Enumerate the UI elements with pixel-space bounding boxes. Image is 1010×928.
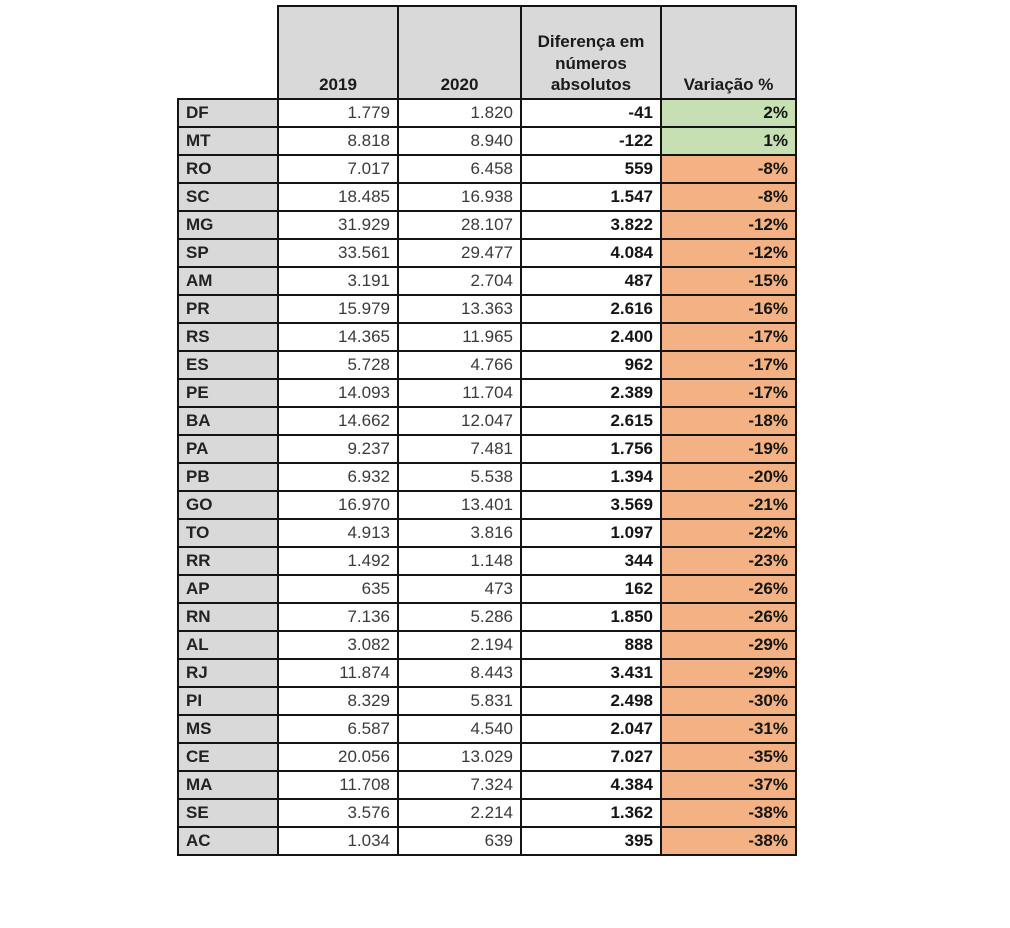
value-2020: 2.214 (398, 799, 521, 827)
table-row (178, 687, 796, 715)
table-row (178, 127, 796, 155)
table-row (178, 239, 796, 267)
state-label: RS (178, 323, 278, 351)
table-row (178, 295, 796, 323)
value-2019: 8.818 (278, 127, 398, 155)
value-variation: -35% (661, 743, 796, 771)
state-label: RJ (178, 659, 278, 687)
state-label: AP (178, 575, 278, 603)
value-2020: 2.194 (398, 631, 521, 659)
table-row (178, 827, 796, 855)
value-2019: 14.662 (278, 407, 398, 435)
state-label: PA (178, 435, 278, 463)
value-diff: 3.431 (521, 659, 661, 687)
value-diff: 559 (521, 155, 661, 183)
table-row (178, 575, 796, 603)
value-variation: -21% (661, 491, 796, 519)
value-diff: 344 (521, 547, 661, 575)
value-2019: 6.932 (278, 463, 398, 491)
value-diff: 487 (521, 267, 661, 295)
value-2020: 6.458 (398, 155, 521, 183)
state-label: SC (178, 183, 278, 211)
table-row (178, 211, 796, 239)
value-diff: 962 (521, 351, 661, 379)
value-2019: 15.979 (278, 295, 398, 323)
value-variation: -16% (661, 295, 796, 323)
value-2019: 18.485 (278, 183, 398, 211)
table-row (178, 799, 796, 827)
value-2019: 14.093 (278, 379, 398, 407)
value-2020: 1.820 (398, 99, 521, 127)
value-2019: 3.082 (278, 631, 398, 659)
table-row (178, 463, 796, 491)
state-label: DF (178, 99, 278, 127)
value-2020: 12.047 (398, 407, 521, 435)
value-2020: 1.148 (398, 547, 521, 575)
value-diff: 2.615 (521, 407, 661, 435)
value-2020: 3.816 (398, 519, 521, 547)
value-variation: 2% (661, 99, 796, 127)
header-row (178, 6, 796, 99)
value-diff: 4.384 (521, 771, 661, 799)
state-label: RR (178, 547, 278, 575)
state-label: GO (178, 491, 278, 519)
value-2019: 11.874 (278, 659, 398, 687)
column-header-2020: 2020 (398, 6, 521, 99)
value-diff: 888 (521, 631, 661, 659)
value-2019: 1.779 (278, 99, 398, 127)
value-variation: -38% (661, 799, 796, 827)
value-2020: 5.286 (398, 603, 521, 631)
value-variation: -18% (661, 407, 796, 435)
value-2020: 7.481 (398, 435, 521, 463)
value-diff: 2.047 (521, 715, 661, 743)
data-table (177, 5, 797, 856)
value-variation: -17% (661, 379, 796, 407)
table-row (178, 771, 796, 799)
value-2019: 5.728 (278, 351, 398, 379)
value-2020: 4.540 (398, 715, 521, 743)
value-variation: -8% (661, 155, 796, 183)
value-variation: -26% (661, 575, 796, 603)
table-row (178, 155, 796, 183)
value-variation: -12% (661, 211, 796, 239)
value-diff: -122 (521, 127, 661, 155)
value-2020: 16.938 (398, 183, 521, 211)
table-row (178, 407, 796, 435)
state-label: MG (178, 211, 278, 239)
state-label: MA (178, 771, 278, 799)
value-2019: 8.329 (278, 687, 398, 715)
state-label: AC (178, 827, 278, 855)
table-row (178, 603, 796, 631)
value-2019: 3.191 (278, 267, 398, 295)
value-2020: 2.704 (398, 267, 521, 295)
value-diff: 7.027 (521, 743, 661, 771)
state-label: PE (178, 379, 278, 407)
value-variation: -37% (661, 771, 796, 799)
table-row (178, 99, 796, 127)
value-2020: 11.965 (398, 323, 521, 351)
value-2020: 5.831 (398, 687, 521, 715)
value-variation: -31% (661, 715, 796, 743)
value-diff: 2.400 (521, 323, 661, 351)
value-2019: 16.970 (278, 491, 398, 519)
value-2019: 20.056 (278, 743, 398, 771)
value-2019: 14.365 (278, 323, 398, 351)
value-variation: -29% (661, 631, 796, 659)
value-2019: 7.136 (278, 603, 398, 631)
value-2020: 13.401 (398, 491, 521, 519)
value-2020: 13.363 (398, 295, 521, 323)
table-row (178, 743, 796, 771)
state-comparison-table (177, 5, 797, 856)
value-diff: 1.394 (521, 463, 661, 491)
value-variation: -20% (661, 463, 796, 491)
value-diff: 2.616 (521, 295, 661, 323)
value-variation: -15% (661, 267, 796, 295)
state-label: MT (178, 127, 278, 155)
value-diff: 395 (521, 827, 661, 855)
table-row (178, 323, 796, 351)
state-label: SE (178, 799, 278, 827)
value-2020: 473 (398, 575, 521, 603)
value-2019: 635 (278, 575, 398, 603)
table-body (178, 99, 796, 855)
state-label: AM (178, 267, 278, 295)
value-variation: -26% (661, 603, 796, 631)
state-label: CE (178, 743, 278, 771)
table-row (178, 715, 796, 743)
value-2019: 1.492 (278, 547, 398, 575)
value-2020: 29.477 (398, 239, 521, 267)
value-variation: -17% (661, 351, 796, 379)
column-header-2019: 2019 (278, 6, 398, 99)
table-row (178, 183, 796, 211)
table-row (178, 631, 796, 659)
value-variation: -30% (661, 687, 796, 715)
value-2020: 4.766 (398, 351, 521, 379)
value-diff: 1.097 (521, 519, 661, 547)
table-row (178, 491, 796, 519)
value-2019: 3.576 (278, 799, 398, 827)
column-header-diferenca-absolutos: Diferença em números absolutos (521, 6, 661, 99)
table-row (178, 435, 796, 463)
state-label: ES (178, 351, 278, 379)
value-diff: 3.569 (521, 491, 661, 519)
value-variation: 1% (661, 127, 796, 155)
state-label: PB (178, 463, 278, 491)
table-row (178, 519, 796, 547)
value-2019: 9.237 (278, 435, 398, 463)
value-variation: -38% (661, 827, 796, 855)
state-label: RN (178, 603, 278, 631)
table-row (178, 351, 796, 379)
value-variation: -12% (661, 239, 796, 267)
value-diff: 162 (521, 575, 661, 603)
value-diff: 3.822 (521, 211, 661, 239)
value-diff: 1.850 (521, 603, 661, 631)
value-variation: -17% (661, 323, 796, 351)
corner-cell (178, 6, 278, 99)
value-2020: 8.940 (398, 127, 521, 155)
value-2020: 7.324 (398, 771, 521, 799)
value-diff: 4.084 (521, 239, 661, 267)
value-2020: 11.704 (398, 379, 521, 407)
value-diff: 2.498 (521, 687, 661, 715)
state-label: TO (178, 519, 278, 547)
state-label: PI (178, 687, 278, 715)
value-2019: 31.929 (278, 211, 398, 239)
value-2019: 33.561 (278, 239, 398, 267)
value-2020: 28.107 (398, 211, 521, 239)
table-row (178, 547, 796, 575)
value-2020: 8.443 (398, 659, 521, 687)
table-row (178, 379, 796, 407)
value-2020: 13.029 (398, 743, 521, 771)
state-label: BA (178, 407, 278, 435)
table-row (178, 267, 796, 295)
state-label: SP (178, 239, 278, 267)
value-2019: 1.034 (278, 827, 398, 855)
table-row (178, 659, 796, 687)
value-diff: 1.362 (521, 799, 661, 827)
state-label: PR (178, 295, 278, 323)
state-label: MS (178, 715, 278, 743)
value-2019: 7.017 (278, 155, 398, 183)
value-diff: 2.389 (521, 379, 661, 407)
value-diff: 1.547 (521, 183, 661, 211)
value-variation: -29% (661, 659, 796, 687)
column-header-variacao-percent: Variação % (661, 6, 796, 99)
value-diff: 1.756 (521, 435, 661, 463)
value-variation: -22% (661, 519, 796, 547)
value-2020: 639 (398, 827, 521, 855)
value-2019: 11.708 (278, 771, 398, 799)
state-label: AL (178, 631, 278, 659)
value-variation: -23% (661, 547, 796, 575)
state-label: RO (178, 155, 278, 183)
value-variation: -19% (661, 435, 796, 463)
value-diff: -41 (521, 99, 661, 127)
value-variation: -8% (661, 183, 796, 211)
value-2020: 5.538 (398, 463, 521, 491)
value-2019: 4.913 (278, 519, 398, 547)
value-2019: 6.587 (278, 715, 398, 743)
